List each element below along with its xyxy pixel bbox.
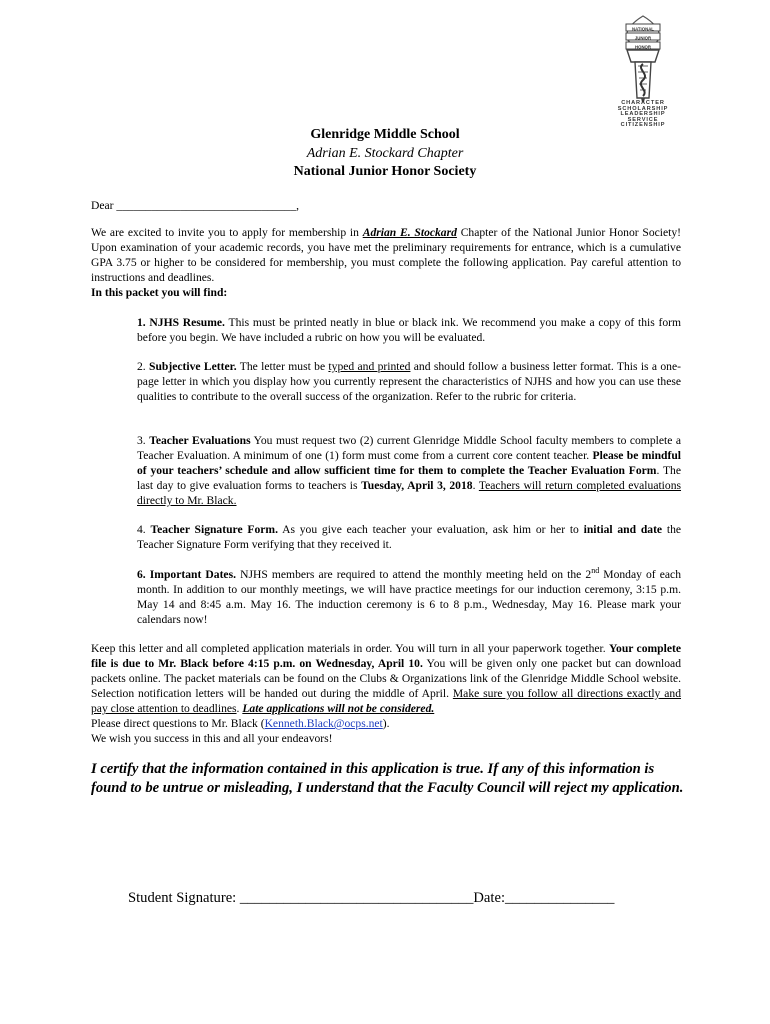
item-teacher-evaluations: 3. Teacher Evaluations You must request two (2) current Glenridge Middle School faculty members to complete a Teacher Evaluation. A minimum of one (1) form must come from a current core content teacher. Please be mindful of your teachers’ schedule and allow sufficient time for them to complete the Teacher Evaluation Form. The last day to give evaluation forms to teachers is Tuesday, April 3, 2018. Teachers will return completed evaluations directly to Mr. Black. xyxy=(137,434,682,507)
closing-paragraph: Keep this letter and all completed application materials in order. You will turn in all your paperwork together. Your complete file is due to Mr. Black before 4:15 p.m. on Wednesday, April 10. You will be given only one packet but can download packets online. The packet materials can be found on the Clubs & Organizations link of the Glenridge Middle School website. Selection notification letters will be handed out during the middle of April. Make sure you follow all directions exactly and pay close attention to deadlines. Late applications will not be considered. Please direct questions to Mr. Black (Kenneth.Black@ocps.net). We wish you success in this and all your endeavors! xyxy=(91,642,682,745)
society-name: National Junior Honor Society xyxy=(293,164,477,179)
logo-pillar: LEADERSHIP xyxy=(620,111,666,118)
logo-pillars xyxy=(603,101,683,129)
date-field[interactable]: Date:_______________ xyxy=(473,890,615,906)
email-link[interactable]: Kenneth.Black@ocps.net xyxy=(264,717,383,730)
logo-text-junior: JUNIOR xyxy=(634,35,652,41)
packet-heading: In this packet you will find: xyxy=(91,286,228,299)
item-teacher-signature-form: 4. Teacher Signature Form. As you give each teacher your evaluation, ask him or her to initial and date the Teacher Signature Form verifying that they received it. xyxy=(137,523,682,551)
logo-text-honor: HONOR xyxy=(635,44,651,50)
logo-text-national: NATIONAL xyxy=(632,26,654,32)
chapter-name: Adrian E. Stockard Chapter xyxy=(306,146,464,161)
student-signature-field[interactable]: Student Signature: ________________________________ xyxy=(128,890,474,906)
greeting: Dear _______________________________, xyxy=(91,199,300,212)
chapter-name-inline: Adrian E. Stockard xyxy=(362,226,457,239)
logo-pillar: CITIZENSHIP xyxy=(620,122,666,129)
school-name: Glenridge Middle School xyxy=(310,127,460,142)
logo-badge-text xyxy=(626,25,660,55)
item-resume: 1. NJHS Resume. This must be printed neatly in blue or black ink. We recommend you make a copy of this form before you begin. We have included a rubric on how you will be evaluated. xyxy=(137,316,682,344)
intro-paragraph: We are excited to invite you to apply for membership in Adrian E. Stockard Chapter of the National Junior Honor Society! Upon examination of your academic records, you have met the preliminary requirements for entrance, which is a cumulative GPA 3.75 or higher to be considered for membership, you must complete the following application. Pay careful attention to instructions and deadlines. xyxy=(91,226,682,284)
logo-pillar: SERVICE xyxy=(627,116,659,123)
closing-wish: We wish you success in this and all your endeavors! xyxy=(91,732,333,745)
logo-pillar: SCHOLARSHIP xyxy=(617,105,669,112)
certification-statement: I certify that the information contained in this application is true. If any of this information is found to be untrue or misleading, I understand that the Faculty Council will reject my application. xyxy=(91,761,684,796)
signature-line xyxy=(128,890,614,907)
item-subjective-letter: 2. Subjective Letter. The letter must be typed and printed and should follow a business letter format. This is a one-page letter in which you display how you currently represent the characteristics of NJHS and how you can use these qualities to contribute to the overall success of the organization. Refer to the rubric for criteria. xyxy=(137,360,681,403)
logo-pillar: CHARACTER xyxy=(621,100,665,106)
item-important-dates: 6. Important Dates. NJHS members are required to attend the monthly meeting held on the 2nd Monday of each month. In addition to our monthly meetings, we will have practice meetings for our induction ceremony, 3:15 p.m. May 14 and 8:45 a.m. May 16. The induction ceremony is 6 to 8 p.m., Wednesday, May 16. Please mark your calendars now! xyxy=(137,566,681,626)
